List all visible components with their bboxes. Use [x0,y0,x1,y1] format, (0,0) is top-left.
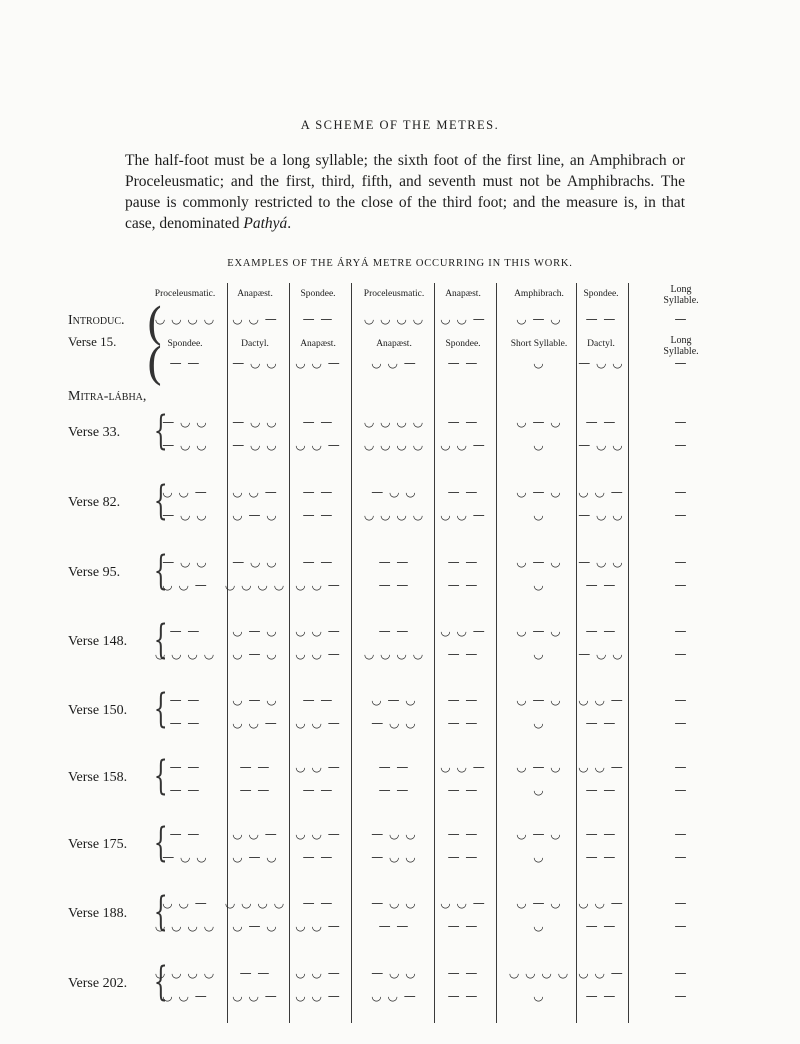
metre-cell: — — [447,783,479,797]
metre-cell: — — [302,693,334,707]
metre-cell: ◡ ◡ — [440,624,486,638]
metre-cell: ◡ [533,850,545,864]
verse-label: Verse 158. [68,770,128,785]
brace: ( [146,299,164,350]
metre-cell: — [674,485,688,499]
brace: { [153,408,168,454]
brace: { [153,686,168,732]
metre-cell: — — [302,896,334,910]
metre-cell: — [674,716,688,730]
metre-cell: ◡ — ◡ [232,693,278,707]
metre-cell: — — [302,312,334,326]
metre-cell: — ◡ ◡ [371,850,417,864]
metre-cell: — — [302,508,334,522]
metre-cell: ◡ [533,356,545,370]
metre-cell: — ◡ ◡ [162,438,208,452]
metre-cell: ◡ — ◡ [516,555,562,569]
metre-cell: — — [447,693,479,707]
metre-cell: ◡ — ◡ [516,693,562,707]
metre-cell: — ◡ ◡ [578,555,624,569]
metre-cell: ◡ [533,989,545,1003]
metre-cell: — — [447,919,479,933]
metre-cell: ◡ ◡ ◡ ◡ [363,438,425,452]
column-divider [289,283,290,1023]
metre-cell: — [674,312,688,326]
metre-cell: ◡ — ◡ [516,415,562,429]
intro-paragraph: The half-foot must be a long syllable; the sixth foot of the first line, an Amphibrach or Proceleusmatic; and the first, third, fifth, and seventh must not be Amphibrachs. The pause is commonly restricted to the close of the third foot; and the measure is, in that case, denominated Pathyá. [125,152,685,232]
metre-cell: — — [447,827,479,841]
metre-cell: — ◡ ◡ [371,485,417,499]
column-header-second: Dactyl. [241,339,269,349]
metre-cell: ◡ ◡ — [232,485,278,499]
metre-cell: — — [378,624,410,638]
metre-cell: ◡ ◡ ◡ ◡ [154,966,216,980]
column-header-second: Spondee. [445,339,481,349]
metre-cell: — ◡ ◡ [578,356,624,370]
metre-cell: ◡ ◡ ◡ ◡ [154,919,216,933]
metre-cell: — ◡ ◡ [371,716,417,730]
metre-cell: ◡ ◡ — [295,438,341,452]
metre-cell: — — [169,827,201,841]
metre-cell: — — [378,760,410,774]
metre-cell: ◡ ◡ — [295,716,341,730]
metre-cell: — [674,827,688,841]
metre-cell: — [674,356,688,370]
metre-cell: — [674,783,688,797]
metre-cell: — — [585,716,617,730]
metre-cell: — — [585,312,617,326]
metre-cell: — — [378,919,410,933]
metre-cell: — — [585,989,617,1003]
column-header-second: Spondee. [167,339,203,349]
metre-cell: ◡ ◡ — [578,966,624,980]
metre-cell: — — [302,415,334,429]
brace: { [153,959,168,1005]
metre-cell: ◡ ◡ — [578,760,624,774]
metre-cell: — ◡ ◡ [371,896,417,910]
metre-cell: — [674,647,688,661]
metre-cell: — [674,896,688,910]
metre-cell: — — [585,578,617,592]
metre-cell: ◡ ◡ ◡ ◡ [224,578,286,592]
metre-cell: ◡ ◡ — [578,896,624,910]
metre-cell: — ◡ ◡ [162,555,208,569]
metre-cell: ◡ ◡ — [295,647,341,661]
metre-cell: — — [447,415,479,429]
brace: ( [146,339,164,390]
row-label-introduc: Introduc. [68,313,125,328]
column-header-second: Dactyl. [587,339,615,349]
metre-cell: — ◡ ◡ [162,508,208,522]
metre-cell: — — [239,783,271,797]
metre-cell: ◡ ◡ — [295,989,341,1003]
metre-cell: ◡ [533,578,545,592]
metre-cell: — — [239,760,271,774]
metre-cell: ◡ ◡ — [295,356,341,370]
metre-cell: ◡ — ◡ [516,827,562,841]
metre-cell: — — [169,624,201,638]
metre-cell: — — [447,555,479,569]
metre-cell: — — [302,555,334,569]
metre-cell: ◡ ◡ — [162,989,208,1003]
metre-cell: — — [169,716,201,730]
metre-cell: — — [585,783,617,797]
column-divider [351,283,352,1023]
metre-cell: — — [447,850,479,864]
verse-label: Verse 82. [68,495,121,510]
metre-cell: — [674,624,688,638]
metre-cell: — — [169,783,201,797]
section-heading: EXAMPLES OF THE ÁRYÁ METRE OCCURRING IN THIS WORK. [227,258,573,269]
column-header-second: Anapæst. [300,339,336,349]
column-divider [576,283,577,1023]
metre-cell: — [674,438,688,452]
metre-cell: — ◡ ◡ [371,827,417,841]
metre-cell: — — [169,693,201,707]
metre-cell: ◡ ◡ — [162,578,208,592]
metre-cell: ◡ ◡ ◡ ◡ [224,896,286,910]
metre-cell: ◡ ◡ ◡ ◡ [154,312,216,326]
column-header: Spondee. [583,289,619,299]
metre-cell: ◡ ◡ — [295,966,341,980]
metre-cell: ◡ ◡ ◡ ◡ [508,966,570,980]
column-header: Amphibrach. [514,289,564,299]
metre-cell: — — [447,989,479,1003]
verse-label: Verse 150. [68,703,128,718]
metre-cell: ◡ ◡ — [295,919,341,933]
row-label-verse-15: Verse 15. [68,334,117,349]
metre-cell: — — [447,647,479,661]
column-header: Long Syllable. [663,284,699,306]
metre-cell: — [674,555,688,569]
brace: { [153,617,168,663]
metre-cell: ◡ — ◡ [516,760,562,774]
metre-cell: ◡ ◡ — [295,760,341,774]
metre-cell: — — [585,850,617,864]
metre-cell: ◡ ◡ — [232,989,278,1003]
metre-cell: ◡ [533,438,545,452]
brace: { [153,478,168,524]
metre-cell: — ◡ ◡ [578,508,624,522]
metre-cell: ◡ — ◡ [232,624,278,638]
metre-cell: — — [302,485,334,499]
metre-cell: ◡ — ◡ [516,896,562,910]
metre-cell: ◡ ◡ — [371,989,417,1003]
column-header: Spondee. [300,289,336,299]
metre-cell: ◡ ◡ — [295,827,341,841]
pathya-term: Pathyá [243,215,288,232]
metre-cell: ◡ ◡ — [578,693,624,707]
metre-cell: ◡ ◡ — [440,438,486,452]
metre-cell: — [674,850,688,864]
metre-cell: ◡ — ◡ [232,647,278,661]
metre-cell: — [674,578,688,592]
metre-cell: — — [447,716,479,730]
metre-cell: ◡ ◡ — [440,508,486,522]
metre-cell: ◡ — ◡ [371,693,417,707]
column-header: Proceleusmatic. [363,289,425,299]
metre-cell: — [674,693,688,707]
metre-cell: ◡ ◡ — [440,760,486,774]
metre-cell: — — [378,555,410,569]
metre-cell: ◡ ◡ — [371,356,417,370]
metre-cell: ◡ ◡ — [440,312,486,326]
metre-cell: ◡ — ◡ [232,850,278,864]
metre-cell: ◡ ◡ — [295,578,341,592]
metre-cell: — — [302,783,334,797]
metre-cell: ◡ — ◡ [232,508,278,522]
column-divider [227,283,228,1023]
metre-cell: — [674,989,688,1003]
metre-cell: ◡ ◡ — [232,827,278,841]
metre-cell: — ◡ ◡ [578,647,624,661]
verse-label: Verse 33. [68,425,121,440]
metre-cell: — ◡ ◡ [232,555,278,569]
metre-cell: — — [585,919,617,933]
column-header-second: Short Syllable. [510,339,568,349]
verse-label: Verse 148. [68,634,128,649]
metre-cell: ◡ ◡ — [578,485,624,499]
metre-cell: ◡ ◡ ◡ ◡ [154,647,216,661]
metre-cell: ◡ ◡ — [162,485,208,499]
metre-cell: ◡ ◡ — [232,716,278,730]
metre-cell: — ◡ ◡ [578,438,624,452]
brace: { [153,753,168,799]
metre-cell: ◡ ◡ ◡ ◡ [363,647,425,661]
metre-cell: — [674,966,688,980]
metre-cell: — — [378,578,410,592]
verse-label: Verse 95. [68,565,121,580]
metre-cell: — — [378,783,410,797]
brace: { [153,548,168,594]
metre-cell: ◡ ◡ ◡ ◡ [363,508,425,522]
metre-cell: — ◡ ◡ [162,415,208,429]
metre-cell: — — [585,624,617,638]
metre-cell: ◡ ◡ — [295,624,341,638]
metre-cell: ◡ ◡ ◡ ◡ [363,415,425,429]
metre-cell: ◡ — ◡ [516,312,562,326]
metre-cell: ◡ ◡ — [162,896,208,910]
metre-cell: ◡ [533,508,545,522]
metre-cell: — — [302,850,334,864]
column-divider [434,283,435,1023]
verse-label: Verse 202. [68,976,128,991]
metre-cell: ◡ [533,716,545,730]
metre-cell: — — [585,827,617,841]
metre-cell: — — [239,966,271,980]
metre-cell: — — [447,485,479,499]
metre-cell: — — [447,356,479,370]
metre-cell: — — [447,966,479,980]
column-divider [628,283,629,1023]
column-header: Anapæst. [445,289,481,299]
metre-cell: — ◡ ◡ [232,438,278,452]
metre-cell: ◡ [533,783,545,797]
column-header: Proceleusmatic. [154,289,216,299]
brace: { [153,889,168,935]
metre-cell: — [674,508,688,522]
metre-cell: — [674,919,688,933]
verse-label: Verse 188. [68,906,128,921]
metre-cell: ◡ ◡ ◡ ◡ [363,312,425,326]
column-divider [496,283,497,1023]
metre-cell: ◡ — ◡ [516,485,562,499]
metre-cell: ◡ [533,647,545,661]
column-header-second: Long Syllable. [663,335,699,357]
metre-cell: — ◡ ◡ [232,356,278,370]
metre-cell: — — [169,760,201,774]
metre-cell: — — [447,578,479,592]
metre-cell: ◡ [533,919,545,933]
metre-cell: — ◡ ◡ [162,850,208,864]
metre-cell: — ◡ ◡ [232,415,278,429]
metre-cell: — — [585,415,617,429]
metre-cell: ◡ ◡ — [440,896,486,910]
page-header: A SCHEME OF THE METRES. [300,118,500,132]
metre-cell: — [674,760,688,774]
metre-cell: — ◡ ◡ [371,966,417,980]
column-header: Anapæst. [237,289,273,299]
metre-cell: ◡ ◡ — [232,312,278,326]
mitra-labha-heading: Mitra-lábha, [68,389,147,404]
metre-cell: ◡ — ◡ [232,919,278,933]
metre-cell: ◡ — ◡ [516,624,562,638]
brace: { [153,820,168,866]
metre-cell: — [674,415,688,429]
column-header-second: Anapæst. [376,339,412,349]
verse-label: Verse 175. [68,837,128,852]
metre-cell: — — [169,356,201,370]
